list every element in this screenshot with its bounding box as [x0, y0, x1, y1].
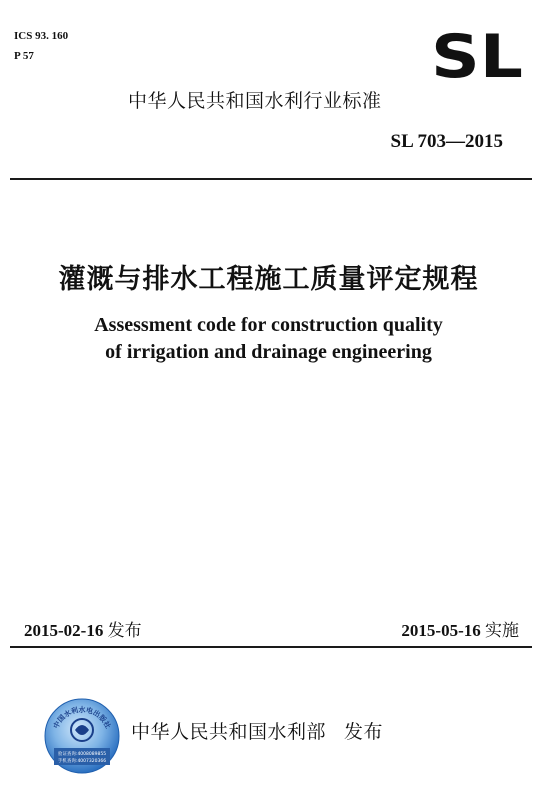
seal-line2: 手机查询:4007320366: [57, 759, 107, 764]
effective-label: 实施: [485, 621, 519, 641]
bottom-divider: [10, 646, 532, 648]
title-english-line1: Assessment code for construction quality: [94, 314, 443, 336]
classification-code: P 57: [14, 50, 34, 62]
standard-category: 中华人民共和国水利行业标准: [128, 90, 382, 112]
sl-logo-text: SL: [431, 30, 523, 82]
issue-date-line: [24, 616, 142, 641]
issue-label: 发布: [107, 621, 142, 641]
ics-code: ICS 93. 160: [14, 30, 69, 42]
top-divider: [10, 178, 532, 180]
seal-line1: 验证查询:4008089855: [57, 752, 107, 757]
effective-date-line: [401, 616, 519, 641]
anti-counterfeit-seal-icon: [44, 698, 120, 774]
issuer-action: 发布: [344, 721, 384, 743]
title-english: [0, 312, 537, 366]
issue-date: 2015-02-16: [24, 621, 104, 640]
sl-logo: [430, 30, 524, 82]
standard-number: SL 703—2015: [390, 131, 503, 152]
effective-date: 2015-05-16: [401, 621, 481, 640]
issuer-name: 中华人民共和国水利部: [131, 721, 327, 743]
issuer-line: [131, 717, 383, 744]
title-english-line2: of irrigation and drainage engineering: [105, 341, 432, 363]
seal-text: 中国水利水电出版社: [52, 706, 112, 730]
title-chinese: 灌溉与排水工程施工质量评定规程: [58, 264, 479, 295]
